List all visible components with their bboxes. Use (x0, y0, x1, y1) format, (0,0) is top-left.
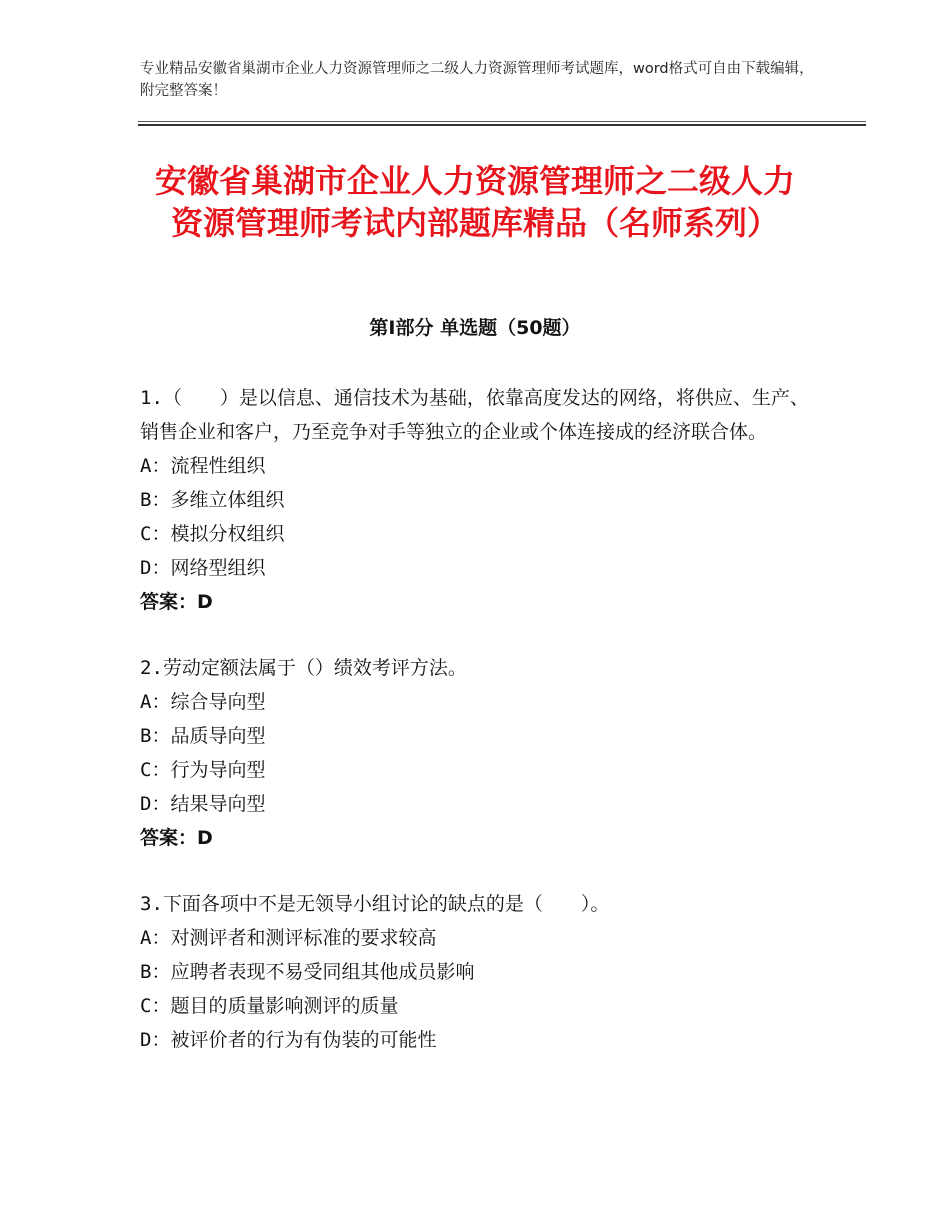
option-c: C：题目的质量影响测评的质量 (140, 995, 399, 1017)
question-stem: 2.劳动定额法属于（）绩效考评方法。 (140, 657, 467, 679)
option-d: D：被评价者的行为有伪装的可能性 (140, 1029, 437, 1051)
option-c: C：行为导向型 (140, 759, 266, 781)
answer-line: 答案：D (140, 827, 213, 849)
question-2 (140, 651, 815, 855)
option-a: A：综合导向型 (140, 691, 266, 713)
option-c: C：模拟分权组织 (140, 523, 285, 545)
section-heading: 第Ⅰ部分 单选题（50题） (369, 317, 581, 339)
option-a: A：对测评者和测评标准的要求较高 (140, 927, 437, 949)
header-note: 专业精品安徽省巢湖市企业人力资源管理师之二级人力资源管理师考试题库，word格式可自由下载编辑，附完整答案！ (140, 61, 814, 99)
option-b: B：应聘者表现不易受同组其他成员影响 (140, 961, 475, 983)
option-d: D：结果导向型 (140, 793, 266, 815)
question-stem: 1.（ ）是以信息、通信技术为基础，依靠高度发达的网络，将供应、生产、销售企业和客户，乃至竞争对手等独立的企业或个体连接成的经济联合体。 (140, 387, 809, 443)
question-stem: 3.下面各项中不是无领导小组讨论的缺点的是（ ）。 (140, 893, 610, 915)
answer-line: 答案：D (140, 591, 213, 613)
option-a: A：流程性组织 (140, 455, 266, 477)
header-divider-thin (138, 121, 866, 122)
question-1 (140, 381, 815, 619)
option-b: B：多维立体组织 (140, 489, 285, 511)
header-divider-thick (138, 124, 866, 126)
option-d: D：网络型组织 (140, 557, 266, 579)
question-3 (140, 887, 815, 1057)
option-b: B：品质导向型 (140, 725, 266, 747)
question-list (140, 381, 815, 1089)
document-title: 安徽省巢湖市企业人力资源管理师之二级人力资源管理师考试内部题库精品（名师系列） (154, 162, 795, 242)
